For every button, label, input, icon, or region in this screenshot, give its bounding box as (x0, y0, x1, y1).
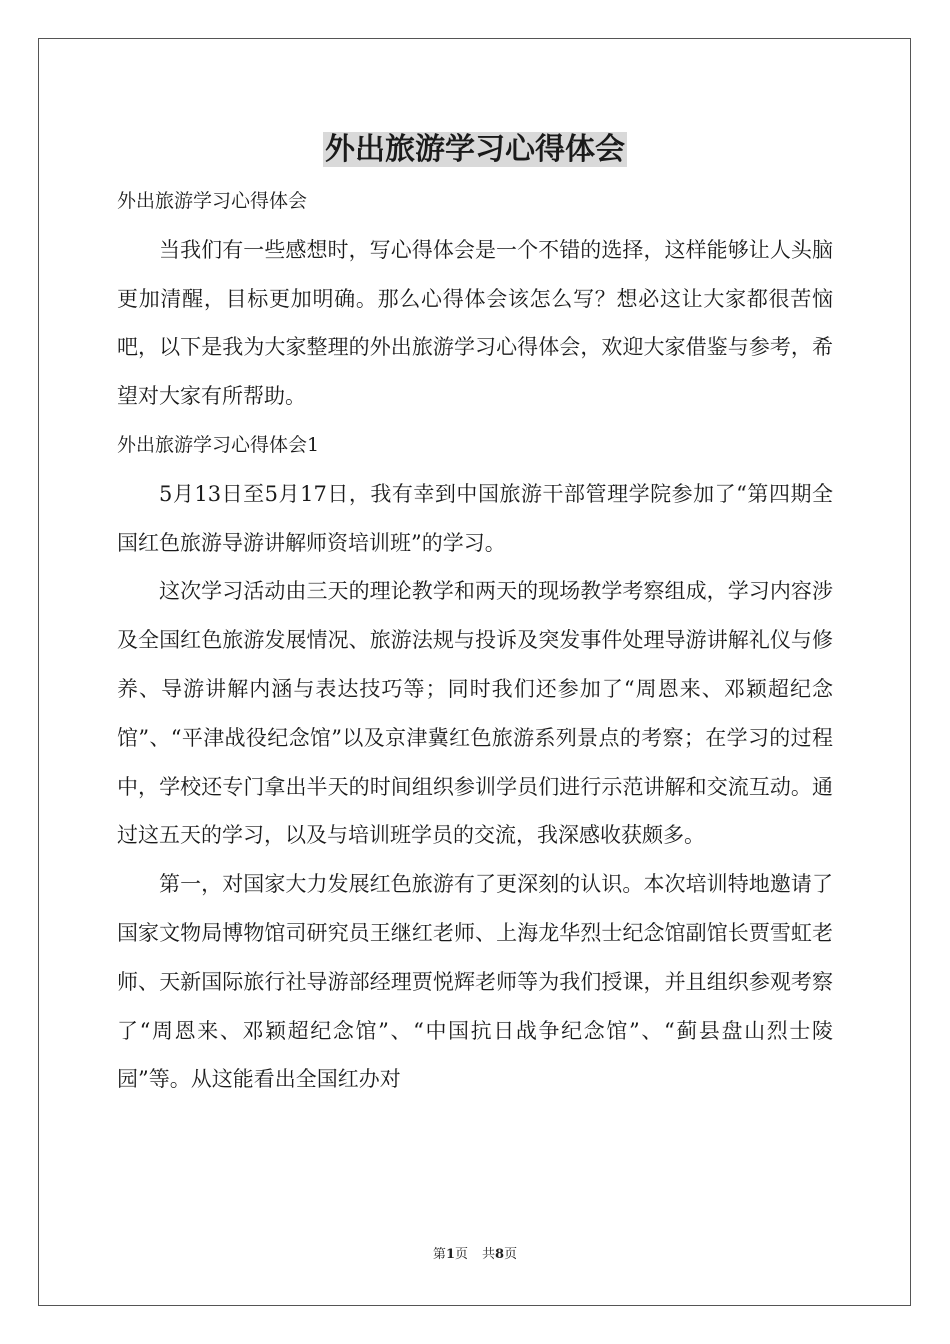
body-paragraph: 当我们有一些感想时，写心得体会是一个不错的选择，这样能够让人头脑更加清醒，目标更加明确。那么心得体会该怎么写？想必这让大家都很苦恼吧，以下是我为大家整理的外出旅游学习心得体会，欢迎大家借鉴与参考，希望对大家有所帮助。 (117, 237, 833, 409)
page-footer (0, 1246, 950, 1264)
body-paragraph: 这次学习活动由三天的理论教学和两天的现场教学考察组成，学习内容涉及全国红色旅游发展情况、旅游法规与投诉及突发事件处理导游讲解礼仪与修养、导游讲解内涵与表达技巧等；同时我们还参加了“周恩来、邓颖超纪念馆”、“平津战役纪念馆”以及京津冀红色旅游系列景点的考察；在学习的过程中，学校还专门拿出半天的时间组织参训学员们进行示范讲解和交流互动。通过这五天的学习，以及与培训班学员的交流，我深感收获颇多。 (117, 579, 833, 848)
document-title-text: 外出旅游学习心得体会 (325, 132, 625, 167)
body-paragraph: 第一，对国家大力发展红色旅游有了更深刻的认识。本次培训特地邀请了国家文物局博物馆司研究员王继红老师、上海龙华烈士纪念馆副馆长贾雪虹老师、天新国际旅行社导游部经理贾悦辉老师等为我们授课，并且组织参观考察了“周恩来、邓颖超纪念馆”、“中国抗日战争纪念馆”、“蓟县盘山烈士陵园”等。从这能看出全国红办对 (117, 872, 833, 1092)
section-heading: 外出旅游学习心得体会 (117, 190, 308, 212)
footer-total-unit: 页 (504, 1247, 518, 1262)
footer-page-unit: 页 (454, 1247, 468, 1262)
document-title (0, 128, 950, 172)
body-paragraph: 5月13日至5月17日，我有幸到中国旅游干部管理学院参加了“第四期全国红色旅游导游讲解师资培训班”的学习。 (117, 481, 833, 555)
footer-total-prefix: 共 (482, 1247, 496, 1262)
document-body (117, 177, 833, 1104)
footer-total-pages: 8 (495, 1247, 505, 1262)
section-heading: 外出旅游学习心得体会1 (117, 433, 320, 456)
footer-prefix: 第 (432, 1247, 446, 1262)
footer-current-page: 1 (445, 1247, 455, 1262)
